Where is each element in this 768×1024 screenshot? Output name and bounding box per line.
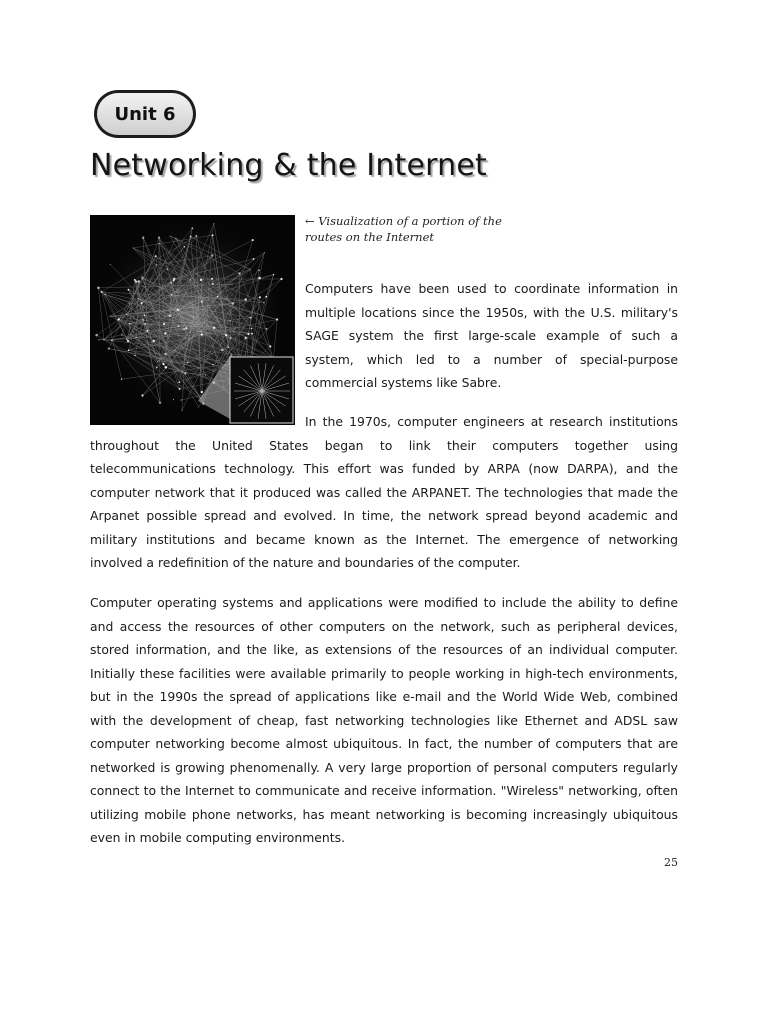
figure-caption: ← Visualization of a portion of the routes on the Internet [305,214,502,244]
paragraph-1: Computers have been used to coordinate information in multiple locations since the 1950s, with the U.S. military's SAGE system the first large-scale example of such a system, which led to a number of special-purpose commercial systems like Sabre. [305,281,678,390]
page-number: 25 [664,856,678,869]
internet-visualization-image [90,215,295,425]
page-title: Networking & the Internet [90,148,488,183]
paragraph-2: In the 1970s, computer engineers at research institutions throughout the United States began to link their computers together using telecommunications technology. This effort was funded by ARPA (now DARPA), and the computer network that it produced was called the ARPANET. The technologies that made the Arpanet possible spread and evolved. In time, the network spread beyond academic and military institutions and became known as the Internet. The emergence of networking involved a redefinition of the nature and boundaries of the computer. [90,414,678,570]
unit-label: Unit 6 [97,93,193,135]
paragraph-3: Computer operating systems and applications were modified to include the ability to define and access the resources of other computers on the network, such as peripheral devices, stored information, and the like, as extensions of the resources of an individual computer. Initially these facilities were available primarily to people working in high-tech environments, but in the 1990s the spread of applications like e-mail and the World Wide Web, combined with the development of cheap, fast networking technologies like Ethernet and ADSL saw computer networking become almost ubiquitous. In fact, the number of computers that are networked is growing phenomenally. A very large proportion of personal computers regularly connect to the Internet to communicate and receive information. "Wireless" networking, often utilizing mobile phone networks, has meant networking is becoming increasingly ubiquitous even in mobile computing environments. [90,595,678,845]
unit-badge [94,90,196,138]
